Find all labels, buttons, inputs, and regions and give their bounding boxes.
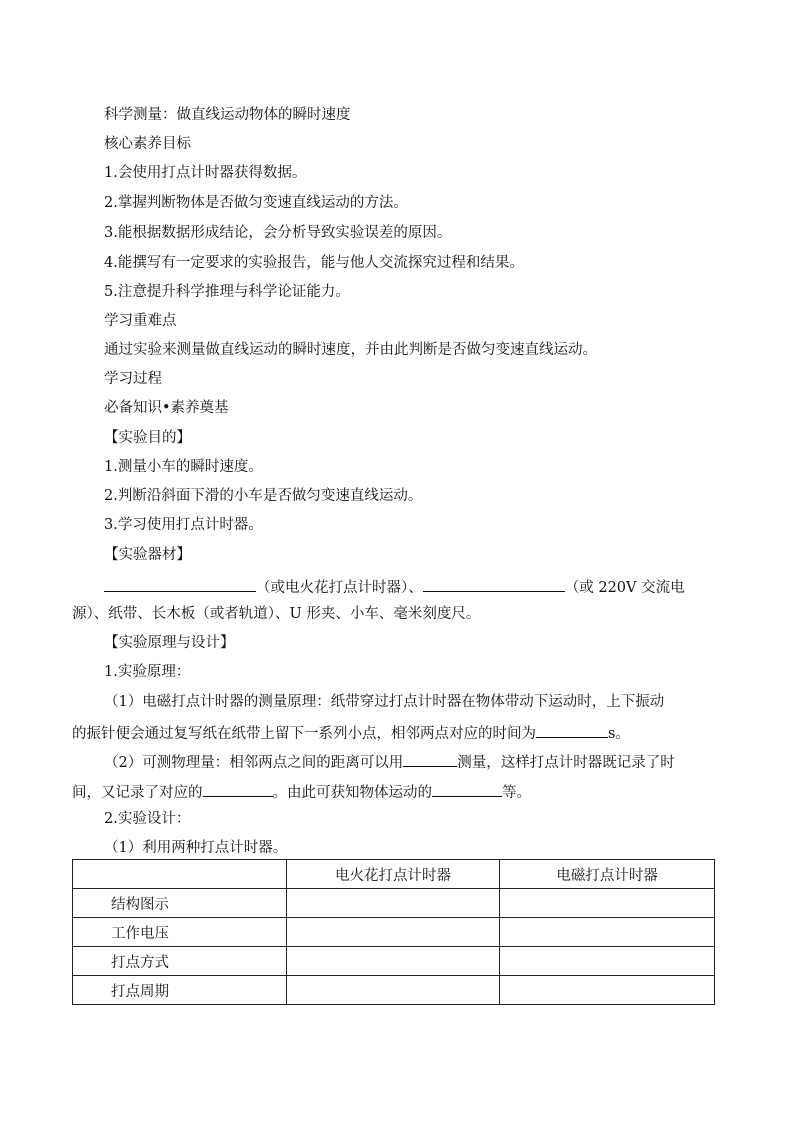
principle-text: 间，又记录了对应的 <box>72 785 203 801</box>
section-heading-process: 学习过程 <box>104 371 162 387</box>
purpose-heading: 【实验目的】 <box>104 430 191 446</box>
fill-blank[interactable] <box>423 575 565 592</box>
equipment-line-1 <box>104 575 685 598</box>
principle-text: s。 <box>608 726 630 742</box>
purpose-item: 2.判断沿斜面下滑的小车是否做匀变速直线运动。 <box>104 488 423 504</box>
principle-2-line-2 <box>72 780 531 803</box>
page-title: 科学测量：做直线运动物体的瞬时速度 <box>104 107 351 123</box>
principle-subheading: 1.实验原理： <box>104 664 191 680</box>
key-text: 通过实验来测量做直线运动的瞬时速度，并由此判断是否做匀变速直线运动。 <box>104 342 597 358</box>
fill-blank[interactable] <box>536 721 608 738</box>
section-heading-core: 核心素养目标 <box>104 136 191 152</box>
table-cell[interactable] <box>500 918 715 947</box>
principle-text: 的振针便会通过复写纸在纸带上留下一系列小点，相邻两点对应的时间为 <box>72 726 536 742</box>
goal-item: 4.能撰写有一定要求的实验报告，能与他人交流探究过程和结果。 <box>104 255 524 271</box>
principle-heading: 【实验原理与设计】 <box>104 635 235 651</box>
table-row <box>73 918 715 947</box>
principle-text: （2）可测物理量：相邻两点之间的距离可以用 <box>104 755 404 771</box>
table-cell[interactable] <box>500 947 715 976</box>
table-cell[interactable] <box>286 976 500 1005</box>
principle-text: 。由此可获知物体运动的 <box>272 785 432 801</box>
table-row-label: 打点方式 <box>73 947 287 976</box>
table-row-label: 打点周期 <box>73 976 287 1005</box>
table-row-label: 结构图示 <box>73 889 287 918</box>
principle-text: 等。 <box>502 785 531 801</box>
table-header-cell: 电磁打点计时器 <box>500 860 715 889</box>
principle-1-line-2 <box>72 721 630 744</box>
equipment-text: （或 220V 交流电 <box>564 580 685 596</box>
table-cell[interactable] <box>500 889 715 918</box>
goal-item: 3.能根据数据形成结论，会分析导致实验误差的原因。 <box>104 225 452 241</box>
table-cell[interactable] <box>500 976 715 1005</box>
equipment-heading: 【实验器材】 <box>104 547 191 563</box>
table-header-cell: 电火花打点计时器 <box>286 860 500 889</box>
table-row <box>73 947 715 976</box>
fill-blank[interactable] <box>403 750 457 767</box>
fill-blank[interactable] <box>203 780 273 797</box>
goal-item: 5.注意提升科学推理与科学论证能力。 <box>104 284 350 300</box>
section-heading-basics: 必备知识•素养奠基 <box>104 400 229 416</box>
equipment-text: （或电火花打点计时器）、 <box>256 580 423 596</box>
table-cell[interactable] <box>286 918 500 947</box>
goal-item: 1.会使用打点计时器获得数据。 <box>104 165 307 181</box>
table-header-row <box>73 860 715 889</box>
table-row <box>73 976 715 1005</box>
design-subheading: 2.实验设计： <box>104 811 191 827</box>
table-row-label: 工作电压 <box>73 918 287 947</box>
purpose-item: 1.测量小车的瞬时速度。 <box>104 459 263 475</box>
fill-blank[interactable] <box>432 780 502 797</box>
section-heading-key: 学习重难点 <box>104 313 177 329</box>
design-item: （1）利用两种打点计时器。 <box>104 840 288 856</box>
purpose-item: 3.学习使用打点计时器。 <box>104 517 263 533</box>
principle-text: 测量，这样打点计时器既记录了时 <box>457 755 675 771</box>
table-cell[interactable] <box>286 889 500 918</box>
table-header-cell <box>73 860 287 889</box>
comparison-table <box>72 859 715 1005</box>
goal-item: 2.掌握判断物体是否做匀变速直线运动的方法。 <box>104 195 408 211</box>
fill-blank[interactable] <box>104 575 256 592</box>
principle-2-line-1 <box>104 750 675 773</box>
table-cell[interactable] <box>286 947 500 976</box>
equipment-line-2: 源）、纸带、长木板（或者轨道）、U 形夹、小车、毫米刻度尺。 <box>72 606 481 622</box>
principle-1-line-1: （1）电磁打点计时器的测量原理：纸带穿过打点计时器在物体带动下运动时，上下振动 <box>104 694 665 710</box>
table-row <box>73 889 715 918</box>
